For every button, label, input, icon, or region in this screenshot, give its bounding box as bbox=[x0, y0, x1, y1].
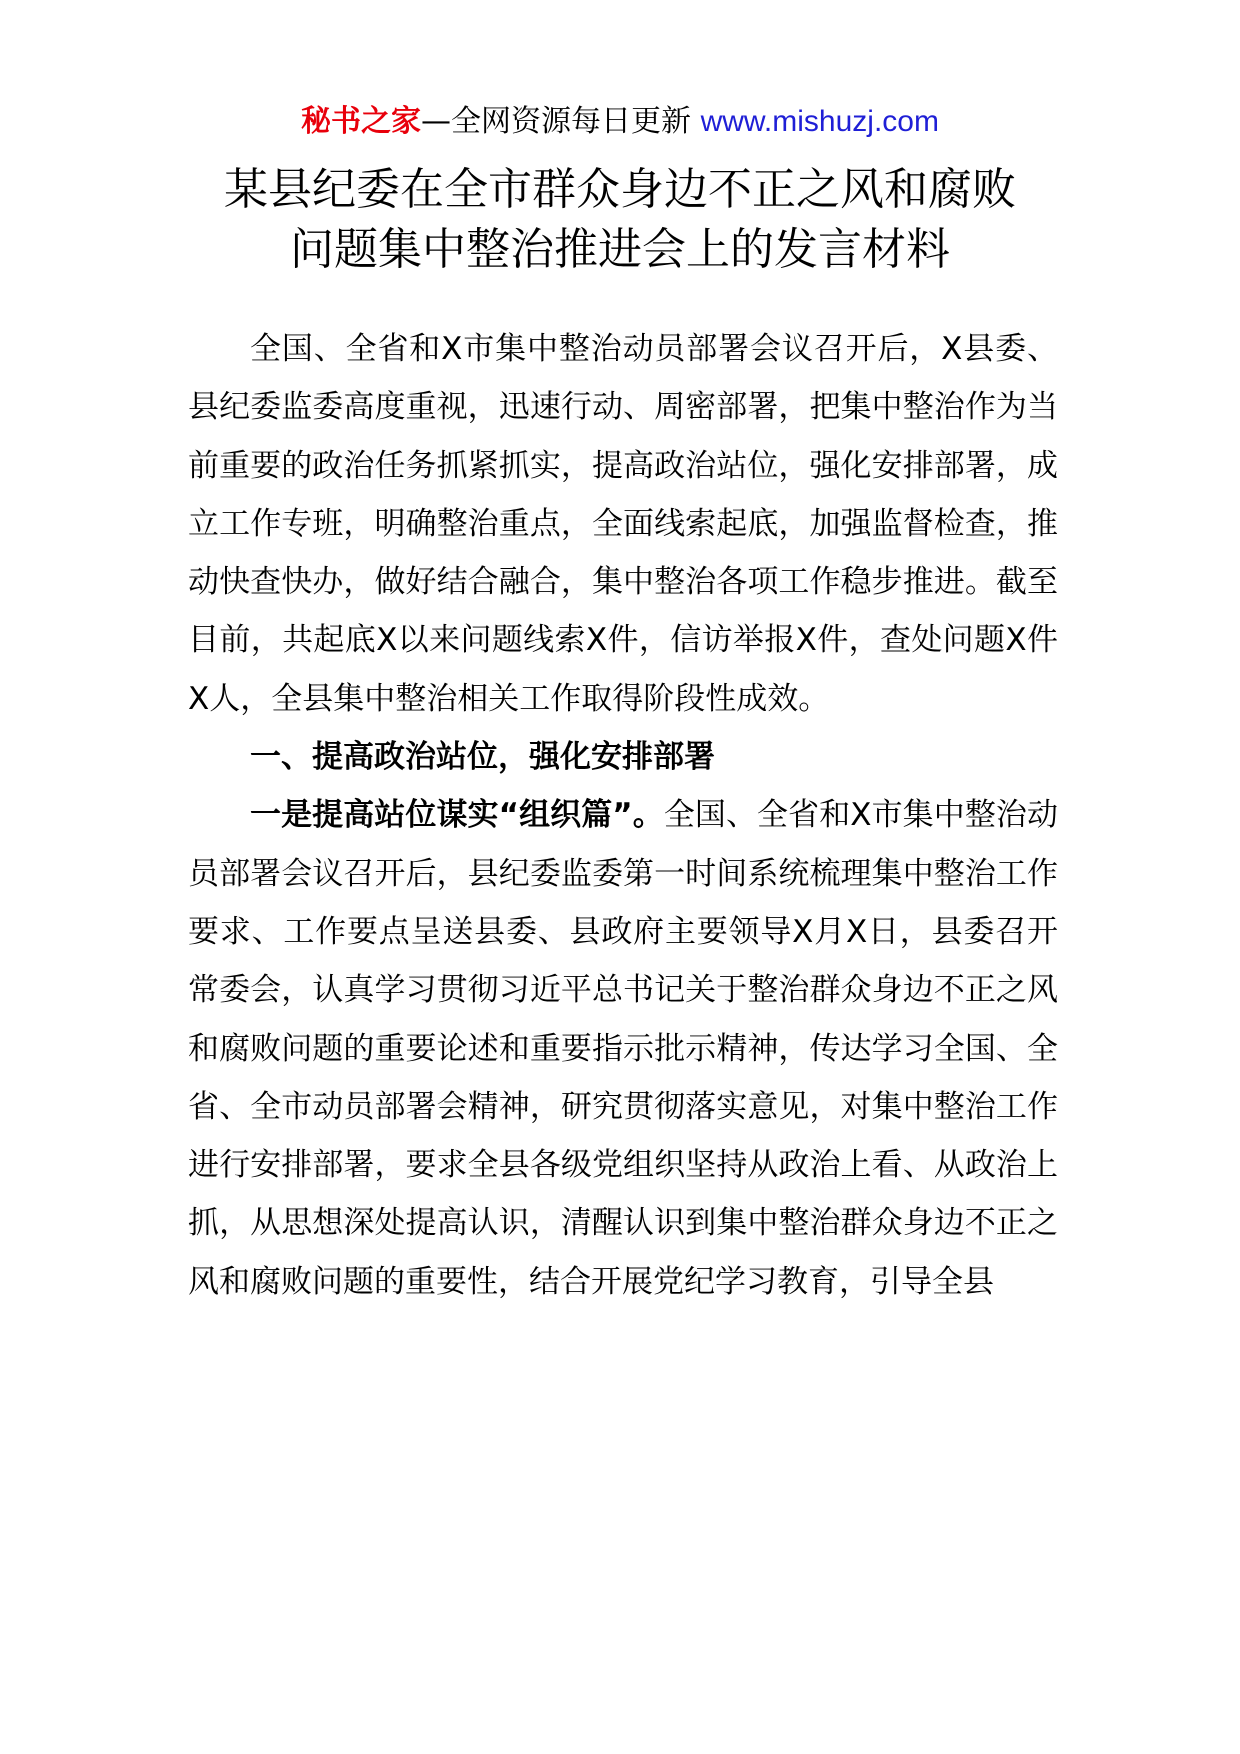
section-heading: 一、提高政治站位，强化安排部署 bbox=[250, 739, 715, 776]
site-header bbox=[0, 100, 1240, 144]
header-tagline: —全网资源每日更新 bbox=[421, 104, 701, 139]
document-title bbox=[120, 160, 1120, 280]
site-url: www.mishuzj.com bbox=[700, 105, 939, 138]
point-paragraph bbox=[188, 786, 1058, 1311]
intro-paragraph: 全国、全省和X市集中整治动员部署会议召开后，X县委、县纪委监委高度重视，迅速行动、周密部署，把集中整治作为当前重要的政治任务抓紧抓实，提高政治站位，强化安排部署，成立工作专班，明确整治重点，全面线索起底，加强监督检查，推动快查快办，做好结合融合，集中整治各项工作稳步推进。截至目前，共起底X以来问题线索X件，信访举报X件，查处问题X件X人，全县集中整治相关工作取得阶段性成效。 bbox=[188, 331, 1058, 717]
point-lead: 一是提高站位谋实“组织篇”。 bbox=[250, 797, 664, 834]
brand-name: 秘书之家 bbox=[301, 104, 422, 139]
document-body bbox=[188, 320, 1058, 1311]
title-line-1: 某县纪委在全市群众身边不正之风和腐败 bbox=[224, 164, 1016, 215]
title-line-2: 问题集中整治推进会上的发言材料 bbox=[290, 224, 950, 275]
point-text: 全国、全省和X市集中整治动员部署会议召开后，县纪委监委第一时间系统梳理集中整治工作要求、工作要点呈送县委、县政府主要领导X月X日，县委召开常委会，认真学习贯彻习近平总书记关于整治群众身边不正之风和腐败问题的重要论述和重要指示批示精神，传达学习全国、全省、全市动员部署会精神，研究贯彻落实意见，对集中整治工作进行安排部署，要求全县各级党组织坚持从政治上看、从政治上抓，从思想深处提高认识，清醒认识到集中整治群众身边不正之风和腐败问题的重要性，结合开展党纪学习教育，引导全县 bbox=[188, 797, 1058, 1300]
